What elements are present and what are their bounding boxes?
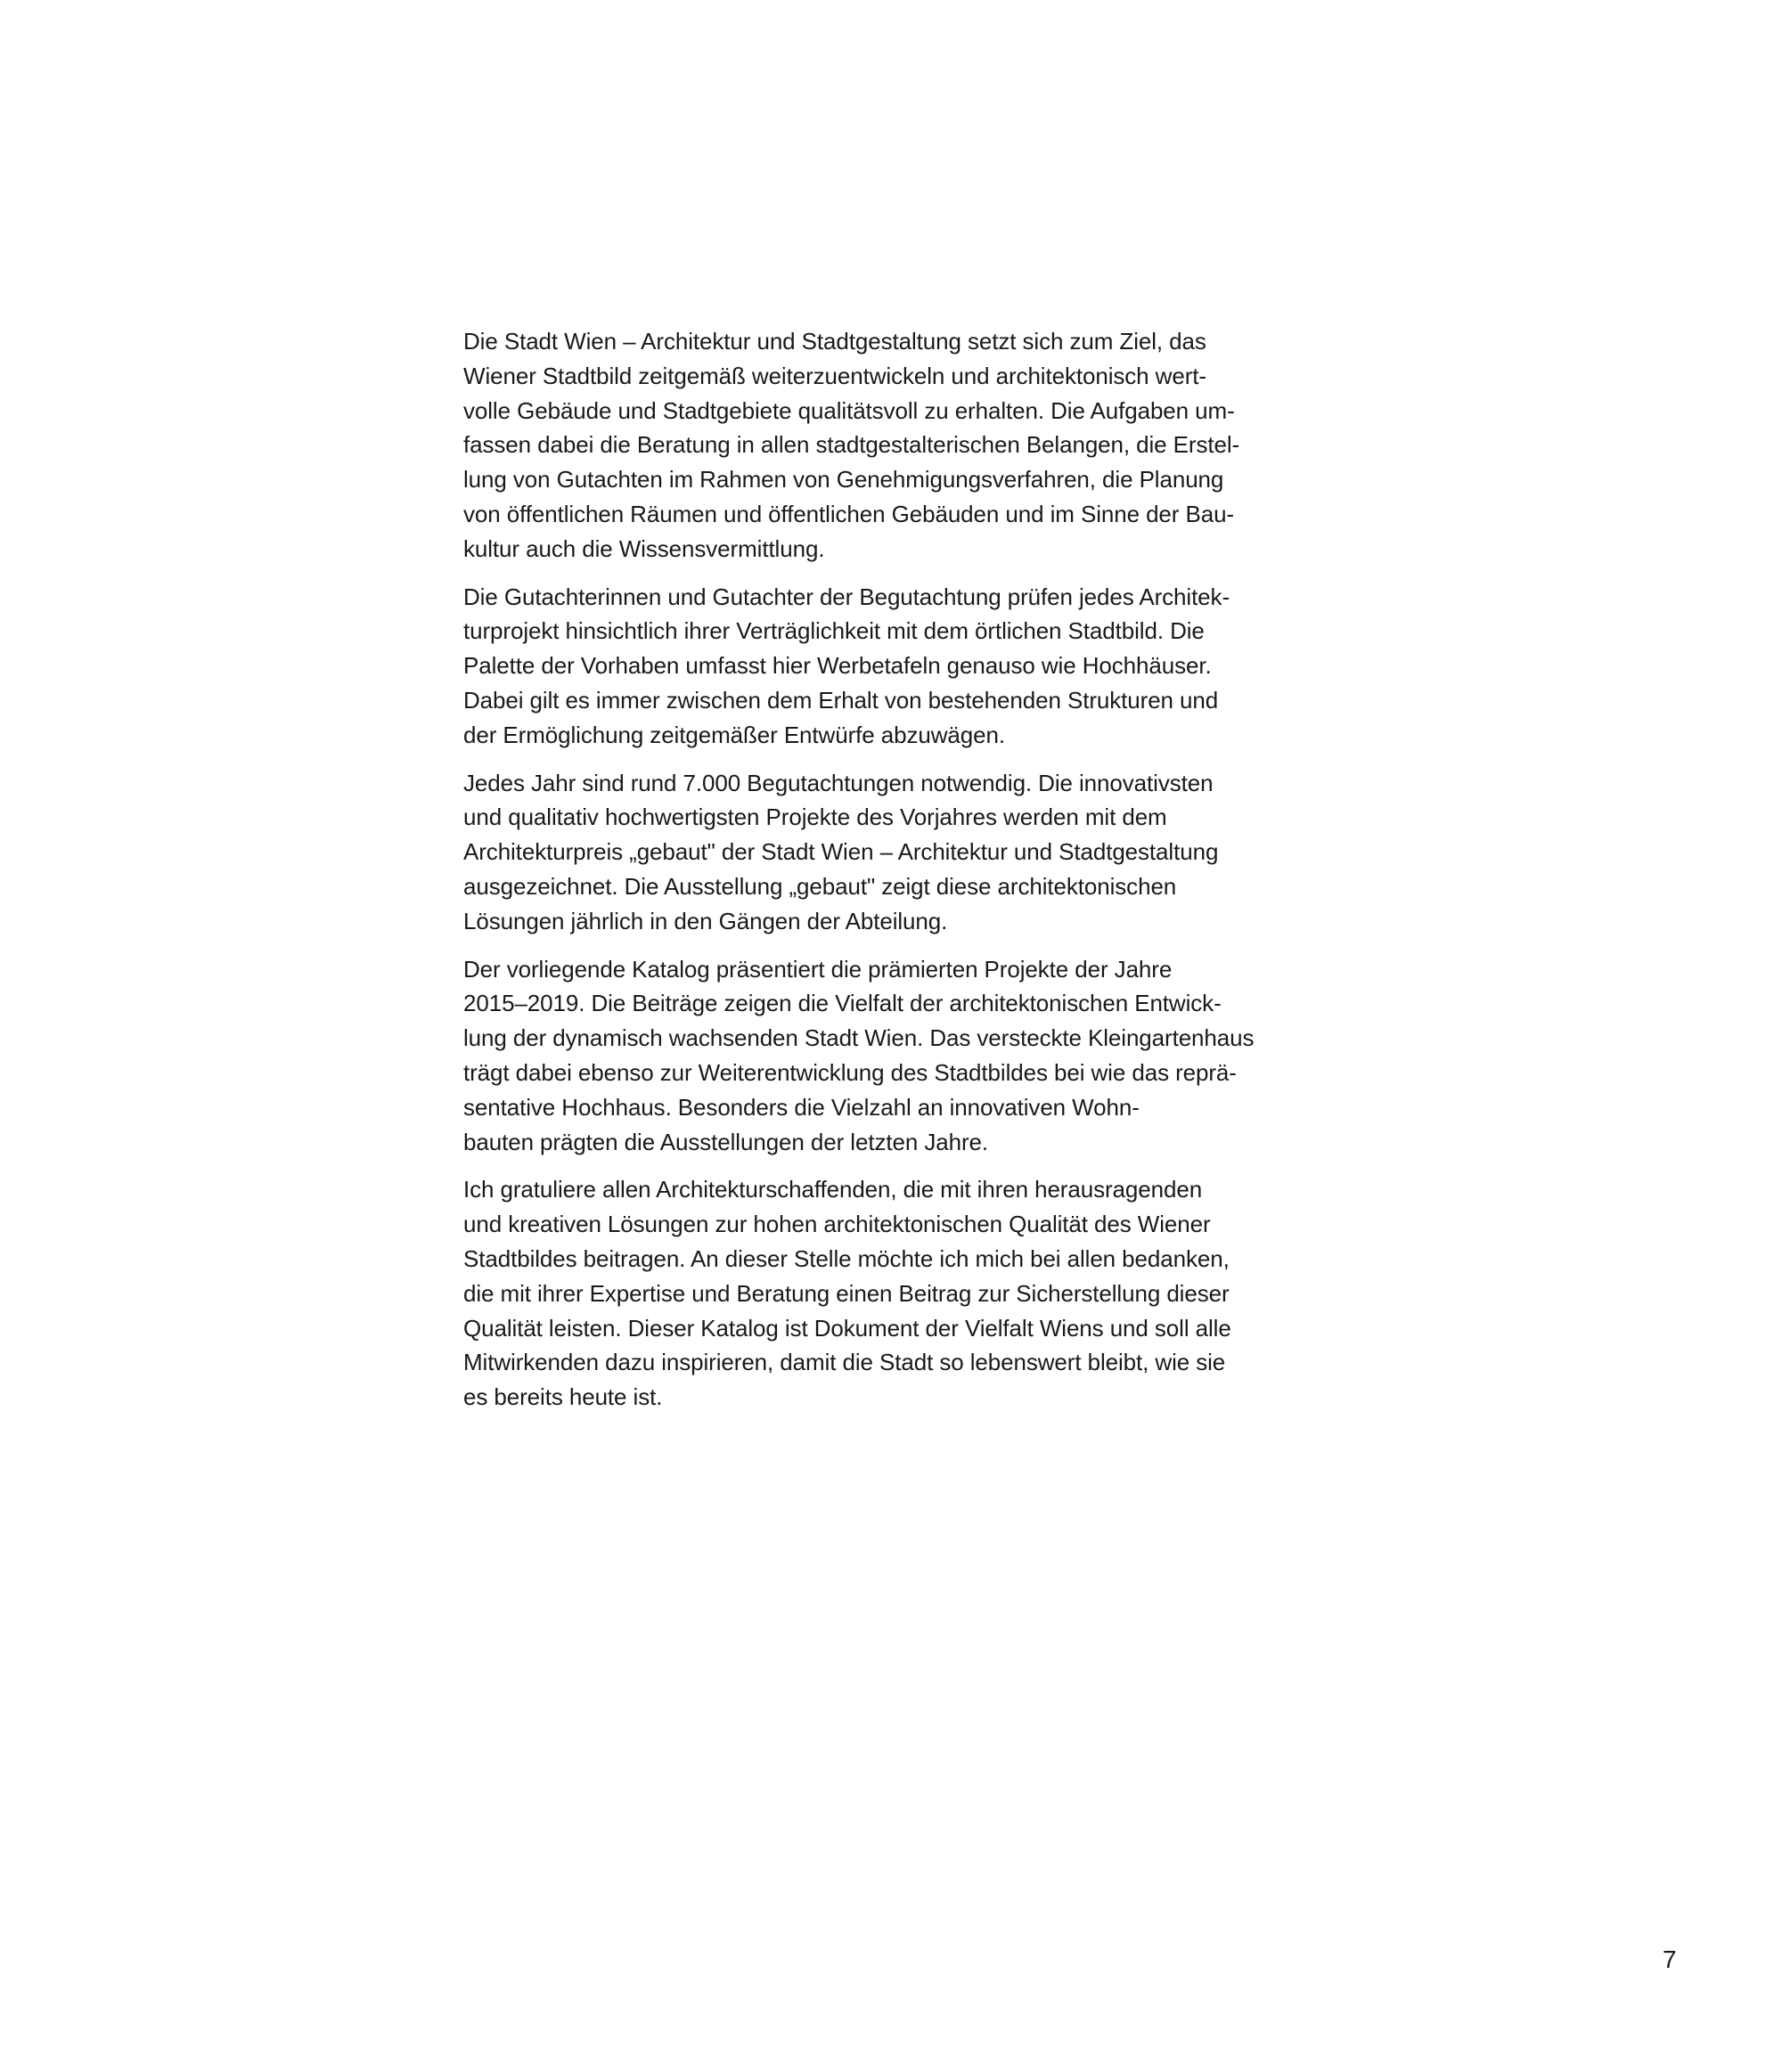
paragraph-intro [463,324,1258,567]
text-line: fassen dabei die Beratung in allen stadtgestalterischen Belangen, die Erstel- [463,431,1240,459]
text-line: und kreativen Lösungen zur hohen architektonischen Qualität des Wiener [463,1211,1211,1238]
text-line: kultur auch die Wissensvermittlung. [463,534,825,562]
text-line: turprojekt hinsichtlich ihrer Verträglichkeit mit dem örtlichen Stadtbild. Die [463,617,1205,645]
text-line: bauten prägten die Ausstellungen der letzten Jahre. [463,1128,988,1155]
text-line: es bereits heute ist. [463,1383,663,1411]
paragraph-thanks [463,1172,1258,1415]
paragraph-catalog [463,952,1258,1160]
text-line: trägt dabei ebenso zur Weiterentwicklung des Stadtbildes bei wie das reprä- [463,1058,1237,1086]
text-line: sentative Hochhaus. Besonders die Vielzahl an innovativen Wohn- [463,1093,1140,1121]
text-line: 2015–2019. Die Beiträge zeigen die Vielfalt der architektonischen Entwick- [463,990,1222,1017]
text-line: volle Gebäude und Stadtgebiete qualitätsvoll zu erhalten. Die Aufgaben um- [463,396,1235,424]
paragraph-review [463,580,1258,753]
text-line: Qualität leisten. Dieser Katalog ist Dokument der Vielfalt Wiens und soll alle [463,1314,1231,1342]
text-line: von öffentlichen Räumen und öffentlichen Gebäuden und im Sinne der Bau- [463,500,1234,527]
page-number: 7 [1663,1946,1677,1973]
body-text [463,324,1258,1428]
text-line: Palette der Vorhaben umfasst hier Werbetafeln genauso wie Hochhäuser. [463,652,1212,680]
text-line: Die Stadt Wien – Architektur und Stadtgestaltung setzt sich zum Ziel, das [463,328,1206,355]
text-line: lung der dynamisch wachsenden Stadt Wien. Das versteckte Kleingartenhaus [463,1024,1255,1052]
text-line: der Ermöglichung zeitgemäßer Entwürfe abzuwägen. [463,721,1005,748]
text-line: Dabei gilt es immer zwischen dem Erhalt von bestehenden Strukturen und [463,686,1219,714]
text-line: Stadtbildes beitragen. An dieser Stelle möchte ich mich bei allen bedanken, [463,1244,1230,1272]
text-line: Die Gutachterinnen und Gutachter der Begutachtung prüfen jedes Architek- [463,583,1230,610]
text-line: Jedes Jahr sind rund 7.000 Begutachtungen notwendig. Die innovativsten [463,769,1214,796]
text-line: Ich gratuliere allen Architekturschaffenden, die mit ihren herausragenden [463,1176,1203,1203]
text-line: die mit ihrer Expertise und Beratung einen Beitrag zur Sicherstellung dieser [463,1279,1230,1307]
text-line: Wiener Stadtbild zeitgemäß weiterzuentwickeln und architektonisch wert- [463,362,1206,389]
text-line: ausgezeichnet. Die Ausstellung „gebaut" zeigt diese architektonischen [463,872,1177,900]
paragraph-award [463,766,1258,939]
text-line: lung von Gutachten im Rahmen von Genehmigungsverfahren, die Planung [463,466,1224,494]
text-line: Mitwirkenden dazu inspirieren, damit die Stadt so lebenswert bleibt, wie sie [463,1349,1226,1376]
text-line: Lösungen jährlich in den Gängen der Abteilung. [463,907,948,934]
text-line: Architekturpreis „gebaut" der Stadt Wien – Architektur und Stadtgestaltung [463,838,1219,866]
text-line: Der vorliegende Katalog präsentiert die prämierten Projekte der Jahre [463,955,1173,983]
text-line: und qualitativ hochwertigsten Projekte des Vorjahres werden mit dem [463,804,1167,831]
